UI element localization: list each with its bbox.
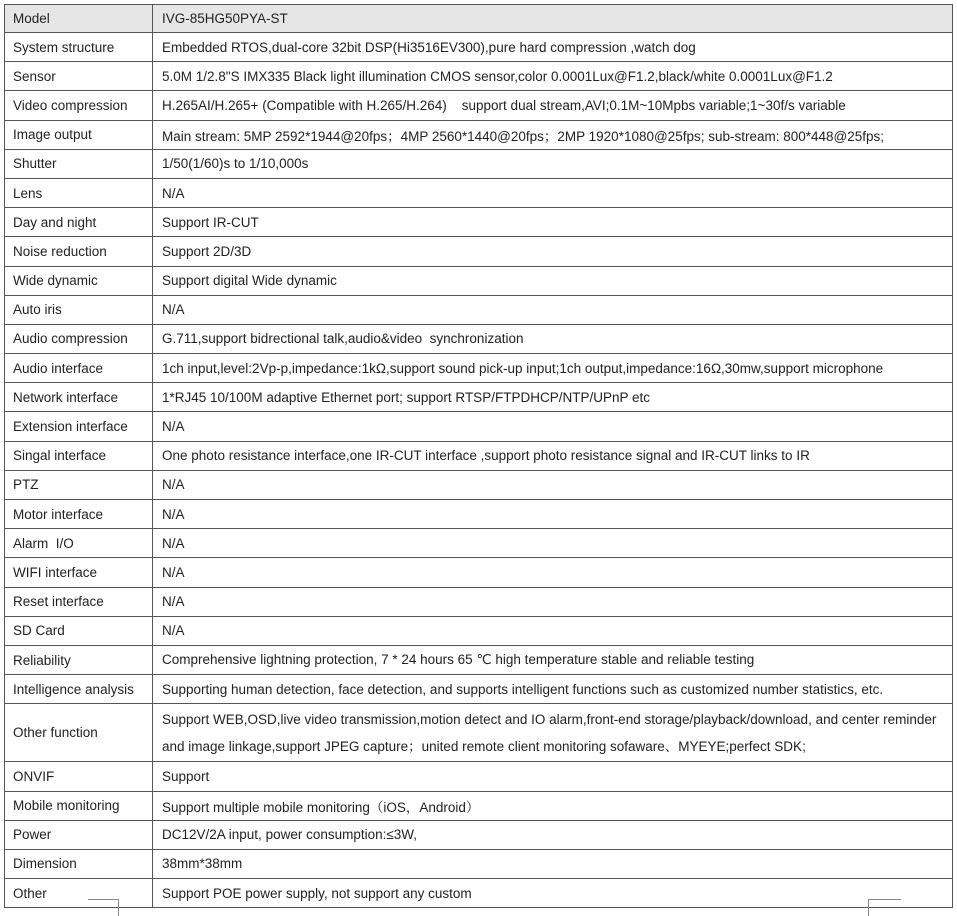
table-row: [5, 645, 953, 674]
table-row: [5, 62, 953, 91]
table-row: [5, 529, 953, 558]
row-value: N/A: [153, 412, 953, 441]
row-value: N/A: [153, 558, 953, 587]
row-value: N/A: [153, 178, 953, 207]
row-value: N/A: [153, 587, 953, 616]
table-row: [5, 762, 953, 791]
row-value: N/A: [153, 529, 953, 558]
row-label: Mobile monitoring: [5, 791, 153, 820]
row-value: H.265AI/H.265+ (Compatible with H.265/H.264) support dual stream,AVI;0.1M~10Mpbs variable;1~30f/s variable: [153, 91, 953, 120]
table-row: [5, 558, 953, 587]
row-label: Dimension: [5, 849, 153, 878]
row-value: Support IR-CUT: [153, 208, 953, 237]
crop-mark-right: [868, 899, 901, 916]
row-label: Auto iris: [5, 295, 153, 324]
table-row: [5, 616, 953, 645]
row-value: N/A: [153, 500, 953, 529]
row-label: Other: [5, 879, 153, 908]
row-value: 5.0M 1/2.8"S IMX335 Black light illumination CMOS sensor,color 0.0001Lux@F1.2,black/white 0.0001Lux@F1.2: [153, 62, 953, 91]
table-row: [5, 412, 953, 441]
row-value: N/A: [153, 470, 953, 499]
table-row: [5, 120, 953, 149]
model-value: IVG-85HG50PYA-ST: [153, 5, 953, 33]
row-label: Intelligence analysis: [5, 675, 153, 704]
table-row: [5, 33, 953, 62]
row-value: 1/50(1/60)s to 1/10,000s: [153, 149, 953, 178]
row-label: Audio interface: [5, 354, 153, 383]
row-label: ONVIF: [5, 762, 153, 791]
table-row: [5, 324, 953, 353]
row-label: Reliability: [5, 645, 153, 674]
row-value: Embedded RTOS,dual-core 32bit DSP(Hi3516EV300),pure hard compression ,watch dog: [153, 33, 953, 62]
row-value: Support POE power supply, not support any custom: [153, 879, 953, 908]
row-value: 38mm*38mm: [153, 849, 953, 878]
row-label: Audio compression: [5, 324, 153, 353]
table-row: [5, 704, 953, 762]
table-row: [5, 500, 953, 529]
row-label: WIFI interface: [5, 558, 153, 587]
row-label: Extension interface: [5, 412, 153, 441]
row-value: One photo resistance interface,one IR-CUT interface ,support photo resistance signal and IR-CUT links to IR: [153, 441, 953, 470]
table-row: [5, 383, 953, 412]
table-header-row: [5, 5, 953, 33]
table-row: [5, 470, 953, 499]
table-row: [5, 879, 953, 908]
table-row: [5, 237, 953, 266]
row-label: SD Card: [5, 616, 153, 645]
table-row: [5, 587, 953, 616]
row-value: N/A: [153, 616, 953, 645]
row-value: Support multiple mobile monitoring（iOS，Android）: [153, 791, 953, 820]
spec-table: [4, 4, 953, 908]
row-label: Singal interface: [5, 441, 153, 470]
table-row: [5, 208, 953, 237]
table-row: [5, 354, 953, 383]
table-row: [5, 91, 953, 120]
row-value: Main stream: 5MP 2592*1944@20fps；4MP 2560*1440@20fps；2MP 1920*1080@25fps; sub-stream: 800*448@25fps;: [153, 120, 953, 149]
row-value: Support WEB,OSD,live video transmission,motion detect and IO alarm,front-end storage/playback/download, and center reminder and image linkage,support JPEG capture；united remote client monitoring sofaware、MYEYE;perfect SDK;: [153, 704, 953, 762]
row-label: Sensor: [5, 62, 153, 91]
table-row: [5, 791, 953, 820]
table-row: [5, 441, 953, 470]
row-value: Supporting human detection, face detection, and supports intelligent functions such as customized number statistics, etc.: [153, 675, 953, 704]
row-label: Shutter: [5, 149, 153, 178]
row-label: PTZ: [5, 470, 153, 499]
row-value: Support 2D/3D: [153, 237, 953, 266]
row-value: DC12V/2A input, power consumption:≤3W,: [153, 820, 953, 849]
table-row: [5, 149, 953, 178]
row-label: Noise reduction: [5, 237, 153, 266]
table-row: [5, 849, 953, 878]
row-label: Day and night: [5, 208, 153, 237]
row-value: N/A: [153, 295, 953, 324]
row-value: G.711,support bidrectional talk,audio&video synchronization: [153, 324, 953, 353]
model-label: Model: [5, 5, 153, 33]
table-row: [5, 295, 953, 324]
row-label: Video compression: [5, 91, 153, 120]
table-row: [5, 266, 953, 295]
table-row: [5, 820, 953, 849]
table-row: [5, 675, 953, 704]
row-value: Comprehensive lightning protection, 7 * 24 hours 65 ℃ high temperature stable and reliable testing: [153, 645, 953, 674]
row-label: Image output: [5, 120, 153, 149]
row-label: Lens: [5, 178, 153, 207]
row-value: 1*RJ45 10/100M adaptive Ethernet port; support RTSP/FTPDHCP/NTP/UPnP etc: [153, 383, 953, 412]
table-row: [5, 178, 953, 207]
row-value: 1ch input,level:2Vp-p,impedance:1kΩ,support sound pick-up input;1ch output,impedance:16Ω,30mw,support microphone: [153, 354, 953, 383]
row-label: Wide dynamic: [5, 266, 153, 295]
row-value: Support digital Wide dynamic: [153, 266, 953, 295]
row-label: Motor interface: [5, 500, 153, 529]
row-label: Power: [5, 820, 153, 849]
row-label: Reset interface: [5, 587, 153, 616]
crop-mark-left: [88, 899, 119, 916]
row-label: Network interface: [5, 383, 153, 412]
row-label: Other function: [5, 704, 153, 762]
row-value: Support: [153, 762, 953, 791]
row-label: Alarm I/O: [5, 529, 153, 558]
row-label: System structure: [5, 33, 153, 62]
